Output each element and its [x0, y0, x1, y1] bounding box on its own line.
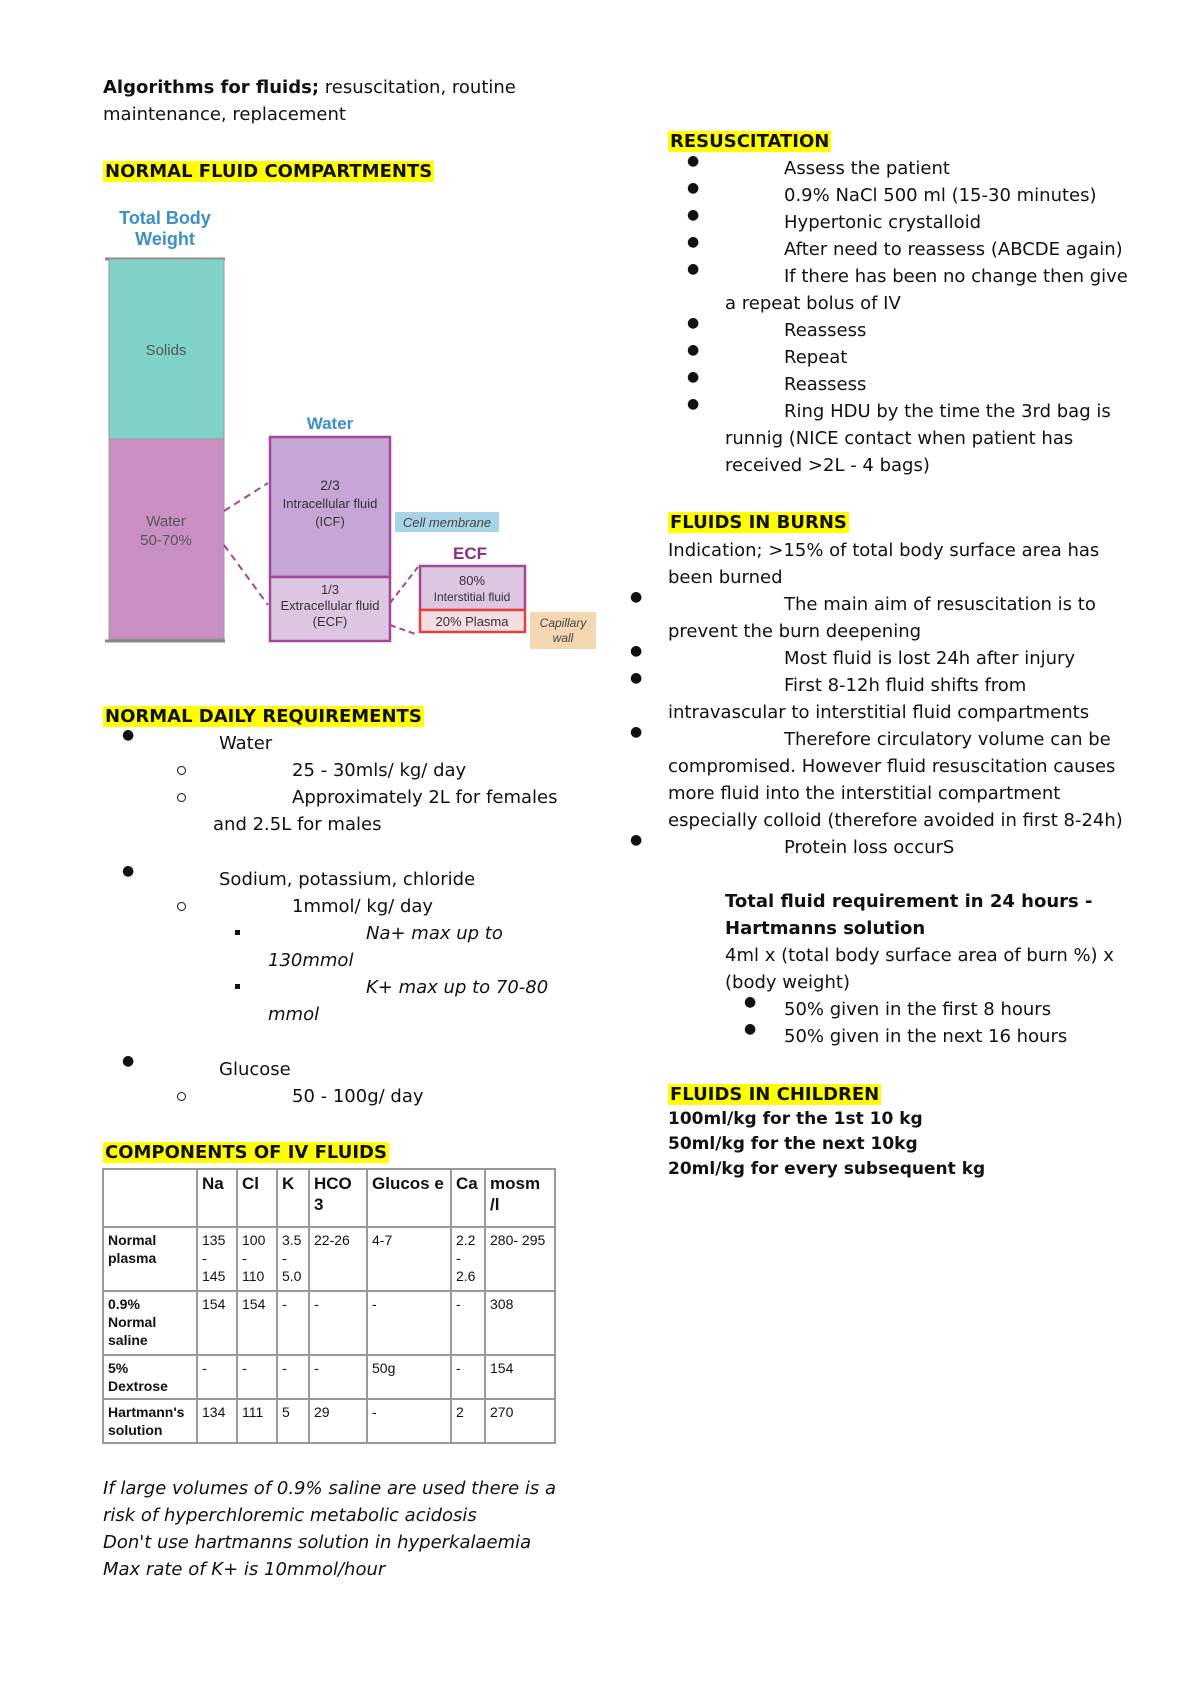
document-title	[103, 74, 516, 101]
daily-glucose-1: 50 - 100g/ day	[292, 1086, 424, 1107]
resus-heading	[668, 128, 831, 155]
resus-item: Reassess	[784, 320, 867, 341]
water-title: Water	[306, 414, 354, 433]
connector-bottom	[224, 545, 268, 605]
burns-line-cont: more fluid into the interstitial compartment	[668, 783, 1061, 804]
iv-heading	[103, 1139, 389, 1166]
table-cell: 50g	[367, 1355, 451, 1399]
table-cell: 5	[277, 1399, 309, 1443]
resus-item: Ring HDU by the time the 3rd bag is	[784, 401, 1111, 422]
burns-line: The main aim of resuscitation is to	[784, 594, 1096, 615]
table-cell: 29	[309, 1399, 367, 1443]
iv-note: If large volumes of 0.9% saline are used there is a	[103, 1478, 557, 1499]
water-block-label-2: 50-70%	[140, 532, 192, 549]
header-cell: HCO 3	[309, 1169, 367, 1227]
table-cell: 2	[451, 1399, 485, 1443]
header-cell: Glucos e	[367, 1169, 451, 1227]
bullet-icon: ●	[744, 1021, 757, 1037]
iv-heading-text: COMPONENTS OF IV FLUIDS	[105, 1142, 387, 1163]
table-cell: -	[367, 1291, 451, 1355]
plasma-label: 20% Plasma	[435, 614, 509, 629]
resus-heading-text: RESUSCITATION	[670, 131, 830, 152]
bullet-icon: ●	[687, 153, 700, 169]
table-cell: 134	[197, 1399, 237, 1443]
burns-total-2: Hartmanns solution	[725, 918, 926, 939]
table-cell: -	[309, 1355, 367, 1399]
ecf-title: ECF	[453, 544, 487, 563]
daily-heading	[103, 703, 424, 730]
table-cell: 154	[237, 1291, 277, 1355]
daily-water-1: 25 - 30mls/ kg/ day	[292, 760, 467, 781]
capillary-label-1: Capillary	[539, 616, 587, 630]
compartments-heading-text: NORMAL FLUID COMPARTMENTS	[105, 161, 433, 182]
bullet-icon: ●	[687, 342, 700, 358]
circle-bullet-icon	[177, 766, 186, 775]
daily-sodium: Sodium, potassium, chloride	[219, 869, 476, 890]
bullet-icon: ●	[744, 994, 757, 1010]
row-label: 5% Dextrose	[103, 1355, 197, 1399]
bullet-icon: ●	[630, 643, 643, 659]
interstitial-label-2: Interstitial fluid	[433, 590, 511, 604]
burns-line-cont: intravascular to interstitial fluid compartments	[668, 702, 1090, 723]
interstitial-label-1: 80%	[458, 573, 486, 588]
resus-item: Repeat	[784, 347, 848, 368]
ecf-label-2: Extracellular fluid	[280, 598, 380, 613]
table-cell: -	[309, 1291, 367, 1355]
daily-sodium-1: 1mmol/ kg/ day	[292, 896, 434, 917]
table-cell: 111	[237, 1399, 277, 1443]
square-bullet-icon	[235, 984, 240, 989]
resus-item: After need to reassess (ABCDE again)	[784, 239, 1123, 260]
header-cell	[103, 1169, 197, 1227]
burns-split-1: 50% given in the first 8 hours	[784, 999, 1052, 1020]
burns-total-1: Total fluid requirement in 24 hours -	[725, 891, 1093, 912]
row-label: Normal plasma	[103, 1227, 197, 1291]
solids-label: Solids	[145, 342, 187, 359]
bullet-icon: ●	[687, 396, 700, 412]
daily-na-b: 130mmol	[268, 950, 354, 971]
burns-indication-1: Indication; >15% of total body surface area has	[668, 540, 1100, 561]
table-cell: -	[197, 1355, 237, 1399]
bullet-icon: ●	[687, 369, 700, 385]
bullet-icon: ●	[687, 261, 700, 277]
table-cell: -	[277, 1291, 309, 1355]
burns-line-cont: compromised. However fluid resuscitation causes	[668, 756, 1116, 777]
resus-item-cont: received >2L - 4 bags)	[725, 455, 930, 476]
title-line-2: maintenance, replacement	[103, 104, 346, 125]
burns-indication-2: been burned	[668, 567, 783, 588]
header-cell: K	[277, 1169, 309, 1227]
capillary-label-2: wall	[552, 631, 574, 645]
iv-note: Max rate of K+ is 10mmol/hour	[103, 1559, 386, 1580]
header-cell: Ca	[451, 1169, 485, 1227]
daily-water-2b: and 2.5L for males	[213, 814, 382, 835]
bullet-icon: ●	[687, 315, 700, 331]
ecf-label-3: (ECF)	[312, 614, 348, 629]
resus-item-cont: a repeat bolus of IV	[725, 293, 901, 314]
cell-membrane-label: Cell membrane	[402, 515, 492, 530]
children-line: 20ml/kg for every subsequent kg	[668, 1159, 986, 1179]
circle-bullet-icon	[177, 1092, 186, 1101]
icf-label-3: (ICF)	[315, 514, 345, 529]
bullet-icon: ●	[630, 724, 643, 740]
resus-item: 0.9% NaCl 500 ml (15-30 minutes)	[784, 185, 1097, 206]
row-label: Hartmann's solution	[103, 1399, 197, 1443]
bullet-icon: ●	[122, 727, 135, 743]
title-bold: Algorithms for fluids;	[103, 77, 320, 98]
burns-line-cont: especially colloid (therefore avoided in first 8-24h)	[668, 810, 1123, 831]
ecf-connector-bottom	[390, 625, 418, 635]
burns-heading-text: FLUIDS IN BURNS	[670, 512, 847, 533]
daily-heading-text: NORMAL DAILY REQUIREMENTS	[105, 706, 422, 727]
bullet-icon: ●	[687, 234, 700, 250]
children-heading-text: FLUIDS IN CHILDREN	[670, 1084, 880, 1105]
resus-item: Reassess	[784, 374, 867, 395]
title-rest: resuscitation, routine	[319, 77, 516, 98]
children-line: 50ml/kg for the next 10kg	[668, 1134, 918, 1154]
table-row	[103, 1227, 555, 1291]
burns-line: Therefore circulatory volume can be	[784, 729, 1111, 750]
tbw-title-line2: Weight	[135, 229, 195, 249]
burns-line-cont: prevent the burn deepening	[668, 621, 922, 642]
table-cell: 4-7	[367, 1227, 451, 1291]
table-cell: 3.5 - 5.0	[277, 1227, 309, 1291]
header-cell: Cl	[237, 1169, 277, 1227]
table-cell: -	[277, 1355, 309, 1399]
iv-note: risk of hyperchloremic metabolic acidosis	[103, 1505, 477, 1526]
row-label: 0.9% Normal saline	[103, 1291, 197, 1355]
table-cell: 100 - 110	[237, 1227, 277, 1291]
ecf-label-1: 1/3	[320, 582, 340, 597]
bullet-icon: ●	[630, 589, 643, 605]
table-cell: 2.2 - 2.6	[451, 1227, 485, 1291]
burns-split-2: 50% given in the next 16 hours	[784, 1026, 1068, 1047]
fluid-compartments-diagram	[100, 205, 610, 655]
iv-note: Don't use hartmanns solution in hyperkalaemia	[103, 1532, 532, 1553]
bullet-icon: ●	[122, 863, 135, 879]
resus-item: Assess the patient	[784, 158, 950, 179]
bullet-icon: ●	[687, 180, 700, 196]
daily-k-b: mmol	[268, 1004, 320, 1025]
daily-na-a: Na+ max up to	[366, 923, 503, 944]
resus-item: If there has been no change then give	[784, 266, 1128, 287]
square-bullet-icon	[235, 930, 240, 935]
tbw-title-line1: Total Body	[119, 208, 211, 228]
table-cell: 154	[485, 1355, 555, 1399]
compartments-heading	[103, 158, 434, 185]
table-header-row	[103, 1169, 555, 1227]
children-line: 100ml/kg for the 1st 10 kg	[668, 1109, 923, 1129]
table-cell: -	[237, 1355, 277, 1399]
table-cell: -	[451, 1291, 485, 1355]
circle-bullet-icon	[177, 902, 186, 911]
bullet-icon: ●	[630, 832, 643, 848]
burns-heading	[668, 509, 849, 536]
bullet-icon: ●	[687, 207, 700, 223]
header-cell: Na	[197, 1169, 237, 1227]
burns-formula-1: 4ml x (total body surface area of burn %) x	[725, 945, 1114, 966]
header-cell: mosm /l	[485, 1169, 555, 1227]
table-cell: 280- 295	[485, 1227, 555, 1291]
children-heading	[668, 1081, 881, 1108]
connector-top	[224, 483, 268, 511]
table-cell: -	[367, 1399, 451, 1443]
table-cell: -	[451, 1355, 485, 1399]
circle-bullet-icon	[177, 793, 186, 802]
table-cell: 154	[197, 1291, 237, 1355]
daily-glucose: Glucose	[219, 1059, 291, 1080]
table-cell: 270	[485, 1399, 555, 1443]
daily-water: Water	[219, 733, 273, 754]
ecf-connector-top	[390, 567, 418, 603]
table-row	[103, 1355, 555, 1399]
icf-label-2: Intracellular fluid	[282, 496, 378, 511]
bullet-icon: ●	[122, 1053, 135, 1069]
burns-line: Protein loss occurS	[784, 837, 955, 858]
icf-label-1: 2/3	[320, 477, 340, 493]
daily-k-a: K+ max up to 70-80	[366, 977, 549, 998]
table-cell: 135 - 145	[197, 1227, 237, 1291]
water-block-label-1: Water	[146, 513, 186, 530]
resus-item: Hypertonic crystalloid	[784, 212, 982, 233]
table-cell: 22-26	[309, 1227, 367, 1291]
table-row	[103, 1399, 555, 1443]
iv-fluids-table	[102, 1168, 556, 1444]
resus-item-cont: runnig (NICE contact when patient has	[725, 428, 1074, 449]
table-row	[103, 1291, 555, 1355]
burns-line: Most fluid is lost 24h after injury	[784, 648, 1076, 669]
bullet-icon: ●	[630, 670, 643, 686]
daily-water-2a: Approximately 2L for females	[292, 787, 558, 808]
burns-line: First 8-12h fluid shifts from	[784, 675, 1027, 696]
table-cell: 308	[485, 1291, 555, 1355]
burns-formula-2: (body weight)	[725, 972, 850, 993]
